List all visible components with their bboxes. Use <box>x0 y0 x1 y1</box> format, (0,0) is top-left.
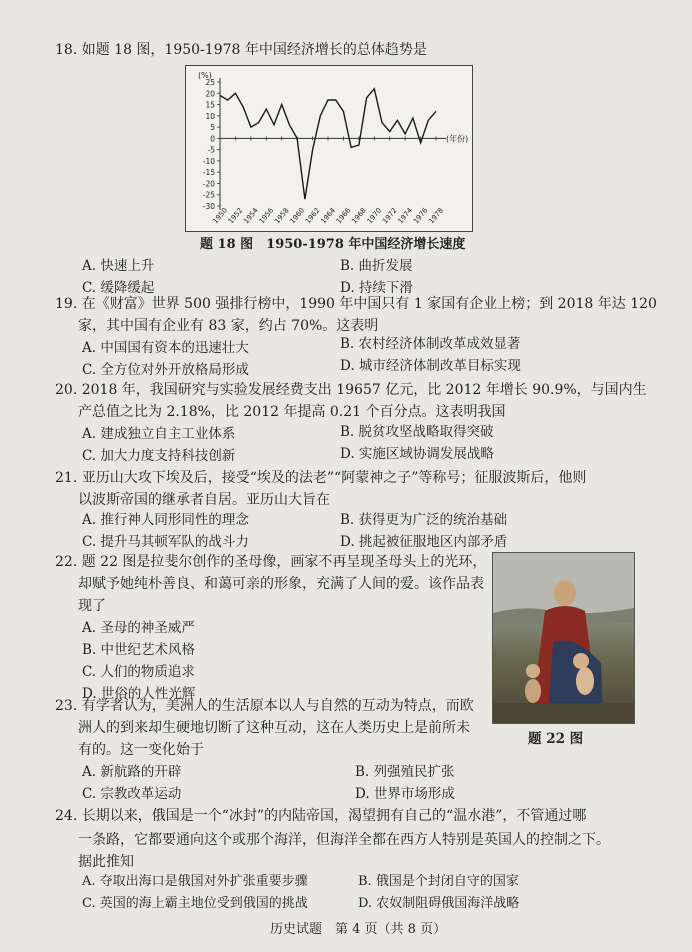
q18-option-a[interactable]: A. 快速上升 <box>82 258 155 274</box>
question-text: 题 22 图是拉斐尔创作的圣母像，画家不再呈现圣母头上的光环， <box>81 554 487 570</box>
q22-option-d[interactable]: D. 世俗的人性光辉 <box>82 686 196 702</box>
figure-22-caption: 题 22 图 <box>528 731 584 747</box>
question-22-stem-line3: 现了 <box>78 598 106 614</box>
q20-option-b[interactable]: B. 脱贫攻坚战略取得突破 <box>340 424 494 440</box>
q19-option-a[interactable]: A. 中国国有资本的迅速壮大 <box>82 340 249 356</box>
question-19-stem-line2: 家，其中国有企业有 83 家，约占 70%。这表明 <box>78 318 379 334</box>
painting-illustration <box>493 553 634 723</box>
q22-option-c[interactable]: C. 人们的物质追求 <box>82 664 195 680</box>
x-tick-label: 1970 <box>365 206 384 226</box>
question-number: 22. <box>55 554 78 570</box>
q24-option-d[interactable]: D. 农奴制阻碍俄国海洋战略 <box>358 896 520 911</box>
y-tick-label: 0 <box>210 134 215 144</box>
growth-line-chart <box>185 65 473 232</box>
q24-option-c[interactable]: C. 英国的海上霸主地位受到俄国的挑战 <box>82 896 308 911</box>
q23-option-a[interactable]: A. 新航路的开辟 <box>82 764 182 780</box>
q20-option-a[interactable]: A. 建成独立自主工业体系 <box>82 426 236 442</box>
x-tick-label: 1958 <box>273 206 291 226</box>
q21-option-b[interactable]: B. 获得更为广泛的统治基础 <box>340 512 508 528</box>
question-23-stem <box>55 696 474 716</box>
q18-option-b[interactable]: B. 曲折发展 <box>340 258 413 274</box>
question-21-stem-line2: 以波斯帝国的继承者自居。亚历山大旨在 <box>78 492 330 508</box>
page-footer: 历史试题 第 4 页（共 8 页） <box>270 922 447 937</box>
x-tick-label: 1954 <box>242 206 260 226</box>
question-24-stem-line2: 一条路，它都要通向这个或那个海洋，但海洋全都在西方人特别是英国人的控制之下。 <box>78 832 610 848</box>
y-tick-label: -30 <box>202 202 215 211</box>
y-tick-label: -10 <box>202 156 215 166</box>
x-tick-label: 1956 <box>257 206 276 226</box>
figure-18-caption: 题 18 图 1950-1978 年中国经济增长速度 <box>200 237 466 252</box>
q23-option-c[interactable]: C. 宗教改革运动 <box>82 786 182 802</box>
question-text: 有学者认为，美洲人的生活原本以人与自然的互动为特点，而欧 <box>81 698 474 714</box>
y-tick-label: 10 <box>205 111 215 121</box>
q19-option-c[interactable]: C. 全方位对外开放格局形成 <box>82 362 249 378</box>
q21-option-a[interactable]: A. 推行神人同形同性的理念 <box>82 512 249 528</box>
q19-option-d[interactable]: D. 城市经济体制改革目标实现 <box>340 358 521 374</box>
y-tick-label: -15 <box>202 168 215 178</box>
madonna-painting-image <box>492 552 635 724</box>
question-24-stem <box>55 806 586 826</box>
q22-option-b[interactable]: B. 中世纪艺术风格 <box>82 642 196 658</box>
x-tick-label: 1952 <box>226 206 245 226</box>
question-21-stem <box>55 468 586 488</box>
q21-option-c[interactable]: C. 提升马其顿军队的战斗力 <box>82 534 249 550</box>
question-23-stem-line3: 有的。这一变化始于 <box>78 742 204 758</box>
q24-option-a[interactable]: A. 夺取出海口是俄国对外扩张重要步骤 <box>82 874 308 889</box>
question-20-stem-line2: 产总值之比为 2.18%，比 2012 年提高 0.21 个百分点。这表明我国 <box>78 404 506 420</box>
y-tick-label: 5 <box>210 123 215 133</box>
x-tick-label: 1978 <box>427 206 445 226</box>
question-20-stem <box>55 380 647 400</box>
x-tick-label: 1974 <box>396 206 415 226</box>
q18-option-d[interactable]: D. 持续下滑 <box>340 280 413 296</box>
question-22-stem <box>55 552 486 572</box>
x-tick-label: 1976 <box>411 206 430 226</box>
y-tick-label: 20 <box>205 89 215 99</box>
x-tick-label: 1966 <box>334 206 353 226</box>
q23-option-b[interactable]: B. 列强殖民扩张 <box>355 764 455 780</box>
question-23-stem-line2: 洲人的到来却生硬地切断了这种互动，这在人类历史上是前所未 <box>78 720 470 736</box>
question-number: 24. <box>55 808 78 824</box>
chart-svg <box>186 66 472 231</box>
x-tick-label: 1964 <box>319 206 337 226</box>
question-number: 19. <box>55 296 78 312</box>
x-tick-label: 1960 <box>288 206 307 226</box>
q21-option-d[interactable]: D. 挑起被征服地区内部矛盾 <box>340 534 508 550</box>
question-22-stem-line2: 却赋予她纯朴善良、和蔼可亲的形象，充满了人间的爱。该作品表 <box>78 576 484 592</box>
question-number: 23. <box>55 698 78 714</box>
series-line-growth <box>220 89 436 199</box>
q19-option-b[interactable]: B. 农村经济体制改革成效显著 <box>340 336 521 352</box>
question-text: 亚历山大攻下埃及后，接受“埃及的法老”“阿蒙神之子”等称号；征服波斯后，他则 <box>81 470 587 486</box>
question-number: 21. <box>55 470 78 486</box>
y-tick-label: -5 <box>207 145 215 155</box>
question-text: 长期以来，俄国是一个“冰封”的内陆帝国，渴望拥有自己的“温水港”，不管通过哪 <box>81 808 587 824</box>
question-18-stem <box>55 40 427 60</box>
x-axis-label: (年份) <box>446 134 469 144</box>
y-axis-label: (%) <box>198 71 212 80</box>
y-tick-label: 25 <box>205 78 215 87</box>
x-tick-label: 1972 <box>381 206 399 226</box>
question-number: 18. <box>55 42 78 58</box>
question-text: 2018 年，我国研究与实验发展经费支出 19657 亿元，比 2012 年增长 90.9%，与国内生 <box>81 382 647 398</box>
q22-option-a[interactable]: A. 圣母的神圣威严 <box>82 620 195 636</box>
q20-option-d[interactable]: D. 实施区域协调发展战略 <box>340 446 494 462</box>
q18-option-c[interactable]: C. 缓降缓起 <box>82 280 155 296</box>
x-tick-label: 1950 <box>211 206 229 226</box>
question-text: 在《财富》世界 500 强排行榜中，1990 年中国只有 1 家国有企业上榜；到 2018 年达 120 <box>81 296 657 312</box>
q20-option-c[interactable]: C. 加大力度支持科技创新 <box>82 448 236 464</box>
y-tick-label: 15 <box>205 100 215 110</box>
y-tick-label: -25 <box>202 190 215 200</box>
question-text: 如题 18 图，1950-1978 年中国经济增长的总体趋势是 <box>81 42 427 58</box>
x-tick-label: 1968 <box>350 206 368 226</box>
q24-option-b[interactable]: B. 俄国是个封闭自守的国家 <box>358 874 519 889</box>
q23-option-d[interactable]: D. 世界市场形成 <box>355 786 455 802</box>
question-number: 20. <box>55 382 78 398</box>
question-19-stem <box>55 294 657 314</box>
question-24-stem-line3: 据此推知 <box>78 854 134 870</box>
y-tick-label: -20 <box>202 179 215 189</box>
x-tick-label: 1962 <box>303 206 322 226</box>
